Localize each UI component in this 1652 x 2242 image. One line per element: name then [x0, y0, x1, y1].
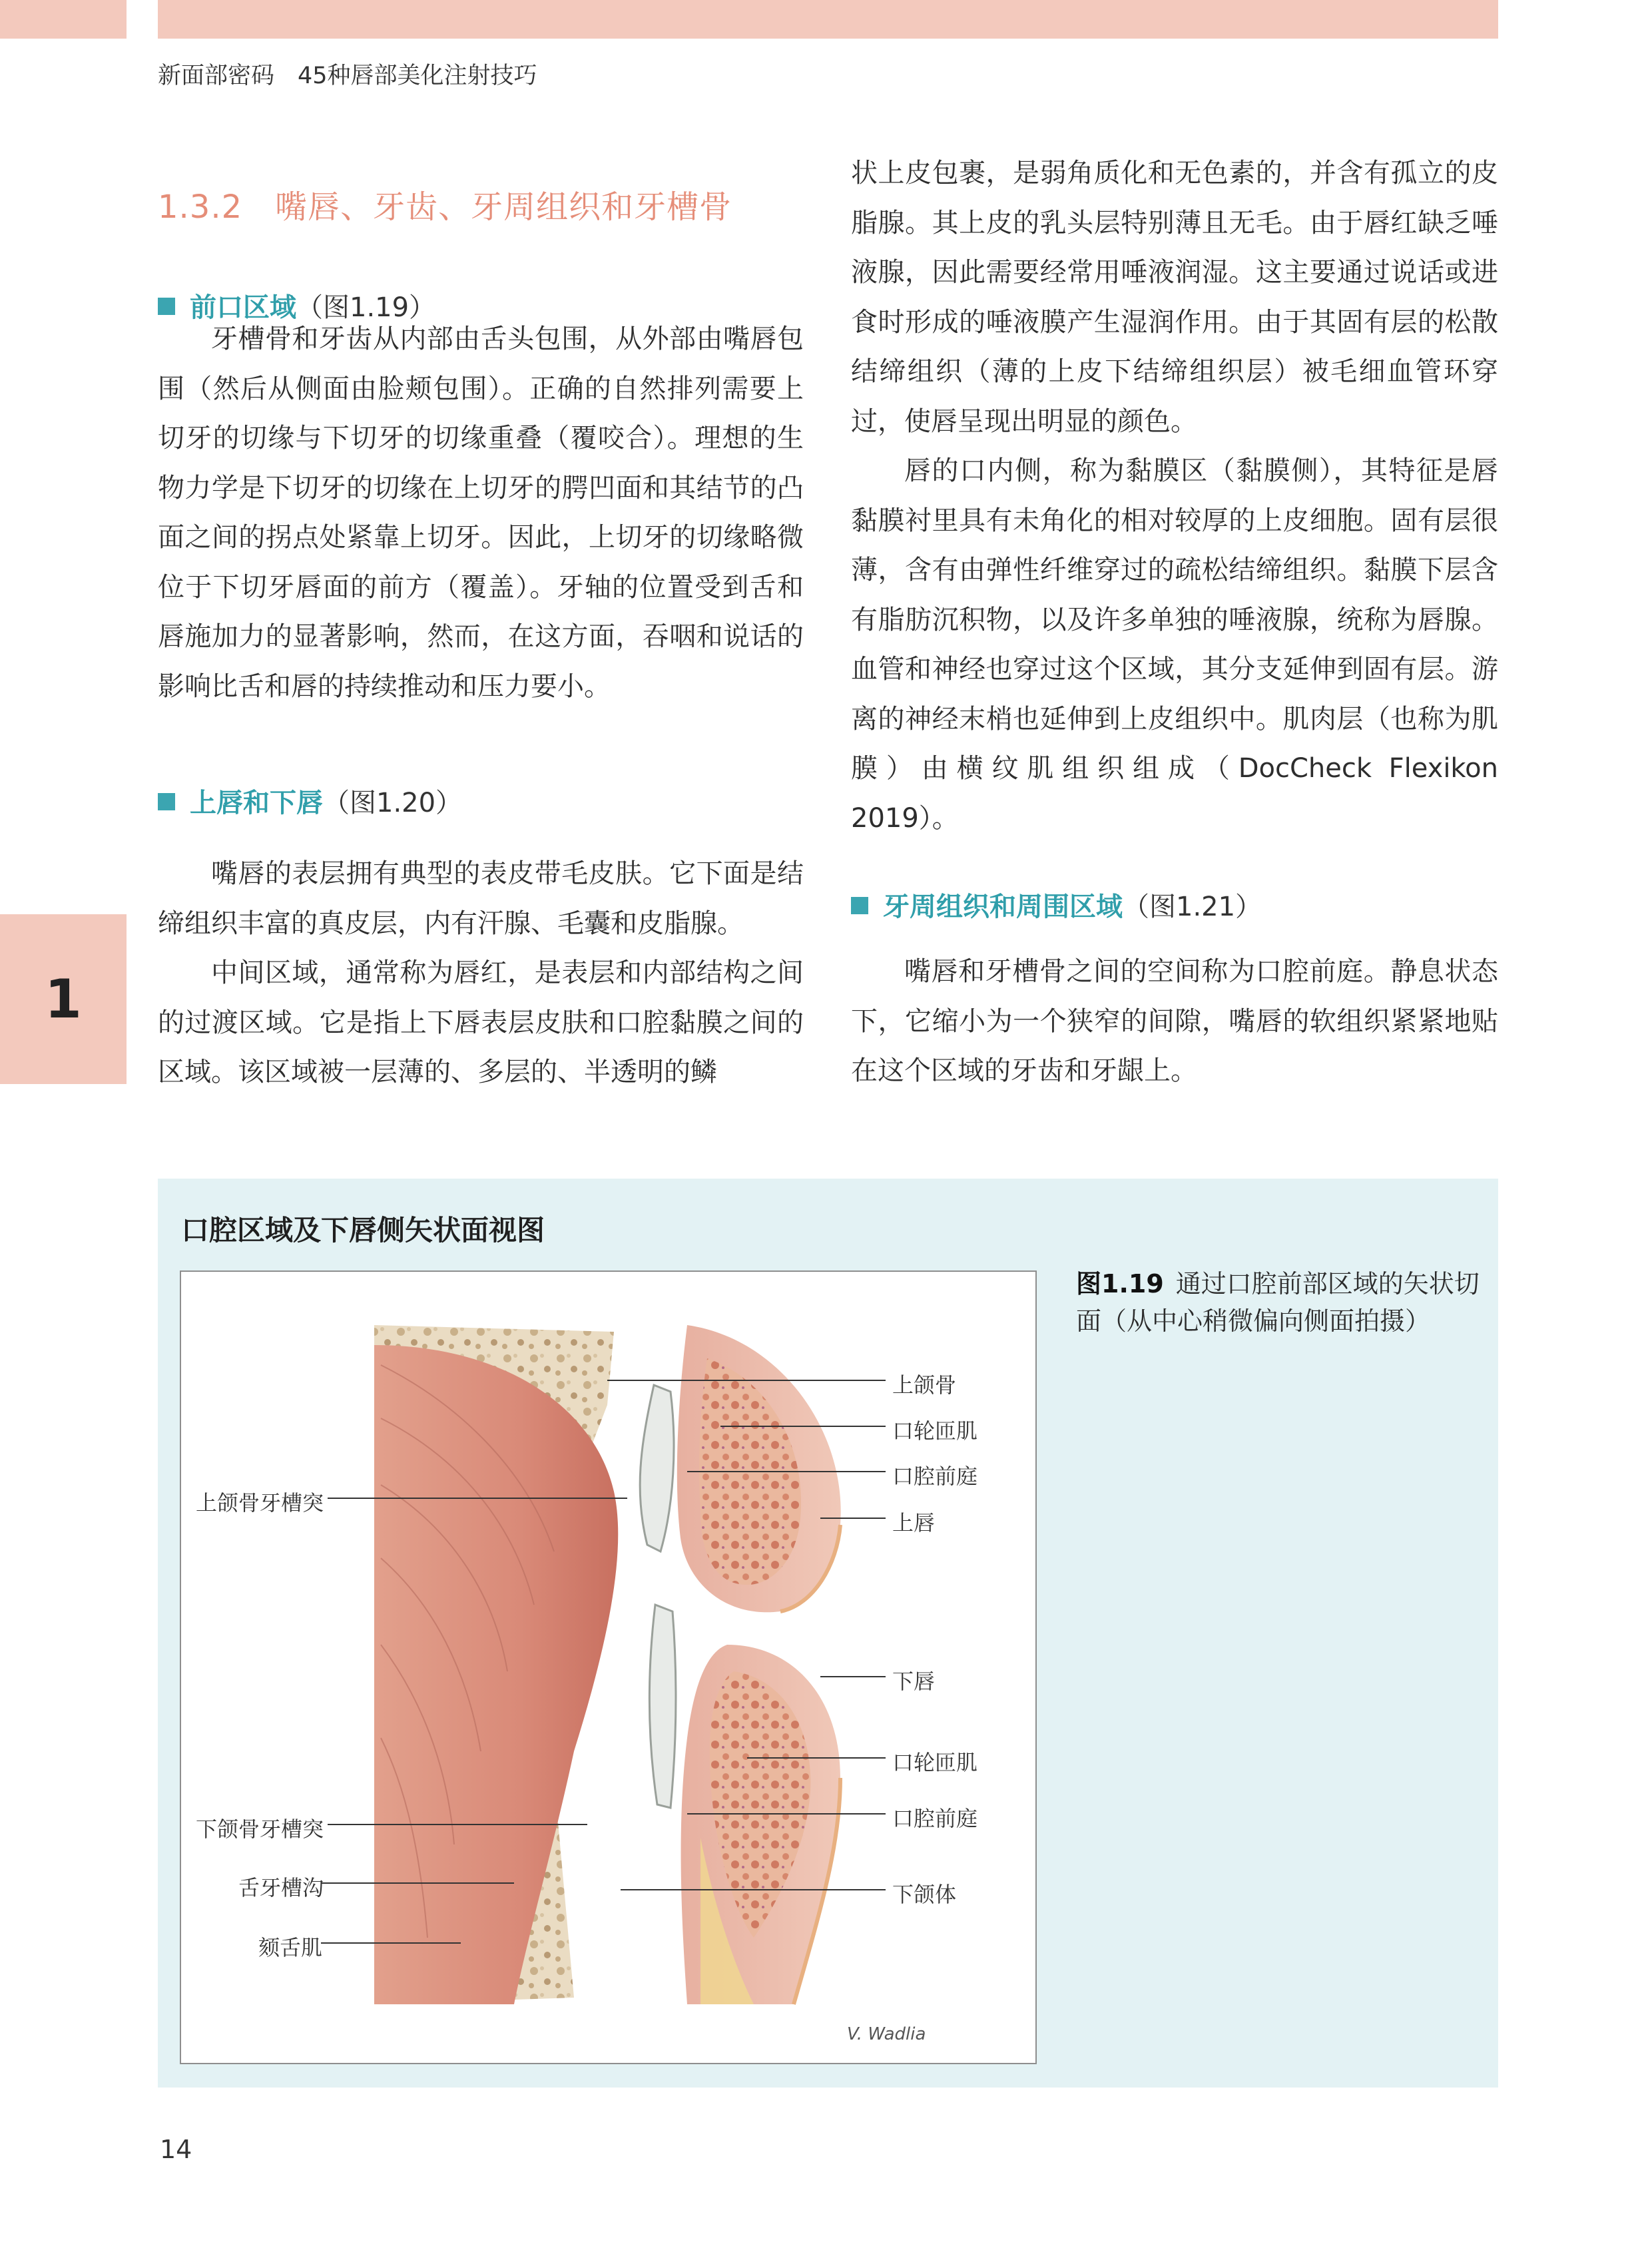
subheading-title: 牙周组织和周围区域 [883, 892, 1123, 922]
running-head: 新面部密码 45种唇部美化注射技巧 [158, 63, 537, 89]
paragraph: 牙槽骨和牙齿从内部由舌头包围，从外部由嘴唇包围（然后从侧面由脸颊包围）。正确的自然排列需要上切牙的切缘与下切牙的切缘重叠（覆咬合）。理想的生物力学是下切牙的切缘在上切牙的腭凹面和其结节的凸面之间的拐点处紧靠上切牙。因此，上切牙的切缘略微位于下切牙唇面的前方（覆盖）。牙轴的位置受到舌和唇施加力的显著影响，然而，在这方面，吞咽和说话的影响比舌和唇的持续推动和压力要小。 [158, 324, 804, 702]
figure-caption [1076, 1265, 1489, 1340]
subheading-lips [158, 782, 462, 820]
paragraph: 唇的口内侧，称为黏膜区（黏膜侧），其特征是唇黏膜衬里具有未角化的相对较厚的上皮细胞。固有层很薄，含有由弹性纤维穿过的疏松结缔组织。黏膜下层含有脂肪沉积物，以及许多单独的唾液腺，统称为唇腺。血管和神经也穿过这个区域，其分支延伸到固有层。游离的神经末梢也延伸到上皮组织中。肌肉层（也称为肌膜）由横纹肌组织组成（DocCheck Flexikon 2019）。 [851, 455, 1498, 834]
label-mandible-body: 下颌体 [892, 1882, 957, 1907]
label-mandibular-alveolar-process: 下颌骨牙槽突 [196, 1817, 324, 1842]
label-upper-lip: 上唇 [892, 1510, 936, 1536]
figure-reference: （图1.19） [296, 292, 436, 323]
paragraph: 状上皮包裹，是弱角质化和无色素的，并含有孤立的皮脂腺。其上皮的乳头层特别薄且无毛。由于唇红缺乏唾液腺，因此需要经常用唾液润湿。这主要通过说话或进食时形成的唾液膜产生湿润作用。由于其固有层的松散结缔组织（薄的上皮下结缔组织层）被毛细血管环穿过，使唇呈现出明显的颜色。 [851, 158, 1498, 437]
section-title: 1.3.2 嘴唇、牙齿、牙周组织和牙槽骨 [158, 188, 732, 226]
figure-reference: （图1.20） [323, 788, 463, 818]
chapter-tab: 1 [0, 914, 127, 1084]
caption-label: 图1.19 [1076, 1269, 1164, 1298]
label-maxillary-alveolar-process: 上颌骨牙槽突 [196, 1490, 324, 1516]
page-number: 14 [160, 2135, 192, 2164]
right-column-text-1 [851, 148, 1498, 843]
figure-title: 口腔区域及下唇侧矢状面视图 [181, 1214, 545, 1247]
label-oral-vestibule-lower: 口腔前庭 [892, 1806, 978, 1831]
subheading-periodontal [851, 886, 1262, 924]
paragraph: 嘴唇的表层拥有典型的表皮带毛皮肤。它下面是结缔组织丰富的真皮层，内有汗腺、毛囊和皮脂腺。 [158, 858, 804, 939]
left-column-text-1 [158, 314, 804, 711]
paragraph: 中间区域，通常称为唇红，是表层和内部结构之间的过渡区域。它是指上下唇表层皮肤和口腔黏膜之间的区域。该区域被一层薄的、多层的、半透明的鳞 [158, 958, 804, 1087]
label-orbicularis-oris-upper: 口轮匝肌 [892, 1418, 978, 1444]
subheading-title: 上唇和下唇 [190, 788, 323, 818]
illustrator-signature: V. Wadlia [847, 2024, 926, 2044]
label-lingual-alveolar-sulcus: 舌牙槽沟 [238, 1875, 324, 1900]
square-bullet-icon [158, 793, 175, 810]
label-oral-vestibule-upper: 口腔前庭 [892, 1464, 978, 1489]
figure-frame [180, 1270, 1037, 2064]
label-orbicularis-oris-lower: 口轮匝肌 [892, 1750, 978, 1775]
label-maxilla: 上颌骨 [892, 1372, 957, 1398]
subheading-title: 前口区域 [190, 292, 296, 323]
label-lower-lip: 下唇 [892, 1669, 936, 1694]
square-bullet-icon [851, 897, 868, 914]
caption-text: 通过口腔前部区域的矢状切面（从中心稍微偏向侧面拍摄） [1076, 1269, 1480, 1336]
right-column-text-2 [851, 947, 1498, 1096]
top-band-left [0, 0, 127, 39]
figure-reference: （图1.21） [1123, 892, 1262, 922]
top-band [158, 0, 1498, 39]
label-genioglossus: 颏舌肌 [258, 1935, 323, 1960]
left-column-text-2 [158, 849, 804, 1097]
square-bullet-icon [158, 298, 175, 315]
paragraph: 嘴唇和牙槽骨之间的空间称为口腔前庭。静息状态下，它缩小为一个狭窄的间隙，嘴唇的软组织紧紧地贴在这个区域的牙齿和牙龈上。 [851, 956, 1498, 1086]
